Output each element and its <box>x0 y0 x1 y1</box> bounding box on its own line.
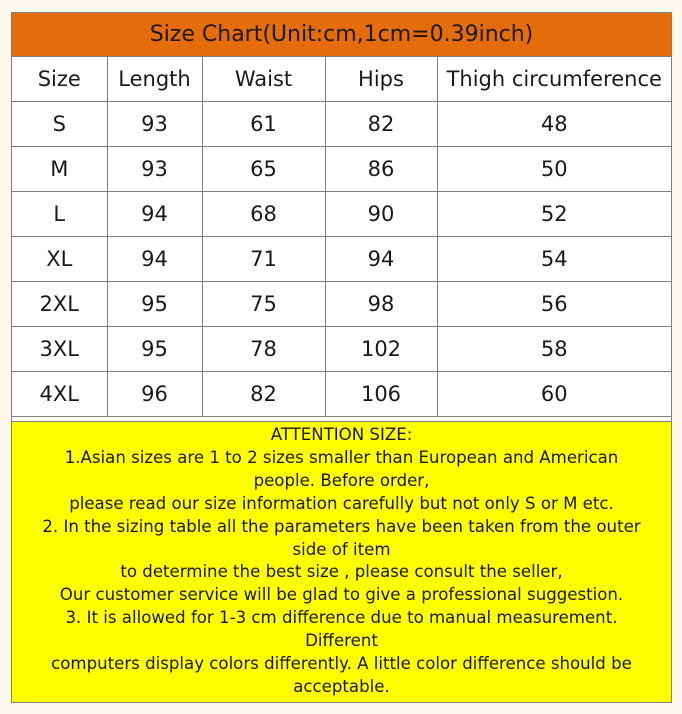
cell-hips: 98 <box>325 282 437 327</box>
attention-line: computers display colors differently. A little color difference should be <box>51 654 632 674</box>
cell-waist: 78 <box>202 327 325 372</box>
table-row <box>12 237 671 282</box>
header-hips: Hips <box>325 57 437 102</box>
cell-size: S <box>12 102 107 147</box>
cell-hips: 94 <box>325 237 437 282</box>
cell-size: M <box>12 147 107 192</box>
attention-line: Different <box>305 631 378 651</box>
header-size: Size <box>12 57 107 102</box>
attention-line: people. Before order, <box>253 470 430 490</box>
cell-thigh: 54 <box>437 237 671 282</box>
cell-length: 93 <box>107 102 202 147</box>
cell-hips: 106 <box>325 372 437 417</box>
cell-size: XL <box>12 237 107 282</box>
attention-line: 1.Asian sizes are 1 to 2 sizes smaller than European and American <box>64 447 619 467</box>
cell-thigh: 48 <box>437 102 671 147</box>
table-header-row <box>12 57 671 102</box>
cell-waist: 71 <box>202 237 325 282</box>
header-thigh-circumference: Thigh circumference <box>437 57 671 102</box>
cell-length: 95 <box>107 282 202 327</box>
table-row <box>12 147 671 192</box>
cell-length: 96 <box>107 372 202 417</box>
cell-length: 93 <box>107 147 202 192</box>
header-waist: Waist <box>202 57 325 102</box>
cell-hips: 82 <box>325 102 437 147</box>
attention-line: please read our size information carefully but not only S or M etc. <box>69 493 614 513</box>
table-row <box>12 372 671 417</box>
cell-thigh: 52 <box>437 192 671 237</box>
attention-line: Our customer service will be glad to give a professional suggestion. <box>59 585 624 605</box>
table-row <box>12 102 671 147</box>
cell-length: 95 <box>107 327 202 372</box>
cell-thigh: 56 <box>437 282 671 327</box>
attention-line: 2. In the sizing table all the parameters have been taken from the outer <box>42 516 641 536</box>
table-row <box>12 282 671 327</box>
cell-hips: 102 <box>325 327 437 372</box>
cell-waist: 75 <box>202 282 325 327</box>
cell-length: 94 <box>107 192 202 237</box>
header-length: Length <box>107 57 202 102</box>
cell-waist: 61 <box>202 102 325 147</box>
size-table <box>12 57 671 417</box>
attention-heading: ATTENTION SIZE: <box>270 425 413 444</box>
cell-waist: 65 <box>202 147 325 192</box>
attention-line: 3. It is allowed for 1-3 cm difference due to manual measurement. <box>65 608 618 628</box>
cell-size: 3XL <box>12 327 107 372</box>
cell-hips: 86 <box>325 147 437 192</box>
cell-thigh: 50 <box>437 147 671 192</box>
attention-line: to determine the best size , please consult the seller, <box>120 562 563 582</box>
cell-waist: 82 <box>202 372 325 417</box>
cell-thigh: 58 <box>437 327 671 372</box>
cell-size: 2XL <box>12 282 107 327</box>
table-row <box>12 192 671 237</box>
cell-hips: 90 <box>325 192 437 237</box>
cell-size: L <box>12 192 107 237</box>
attention-line: acceptable. <box>293 676 390 696</box>
attention-line: side of item <box>292 539 391 559</box>
cell-thigh: 60 <box>437 372 671 417</box>
table-row <box>12 327 671 372</box>
size-chart-title: Size Chart(Unit:cm,1cm=0.39inch) <box>12 13 671 57</box>
size-chart-frame <box>11 12 672 703</box>
attention-notes <box>12 421 671 702</box>
cell-size: 4XL <box>12 372 107 417</box>
cell-waist: 68 <box>202 192 325 237</box>
cell-length: 94 <box>107 237 202 282</box>
